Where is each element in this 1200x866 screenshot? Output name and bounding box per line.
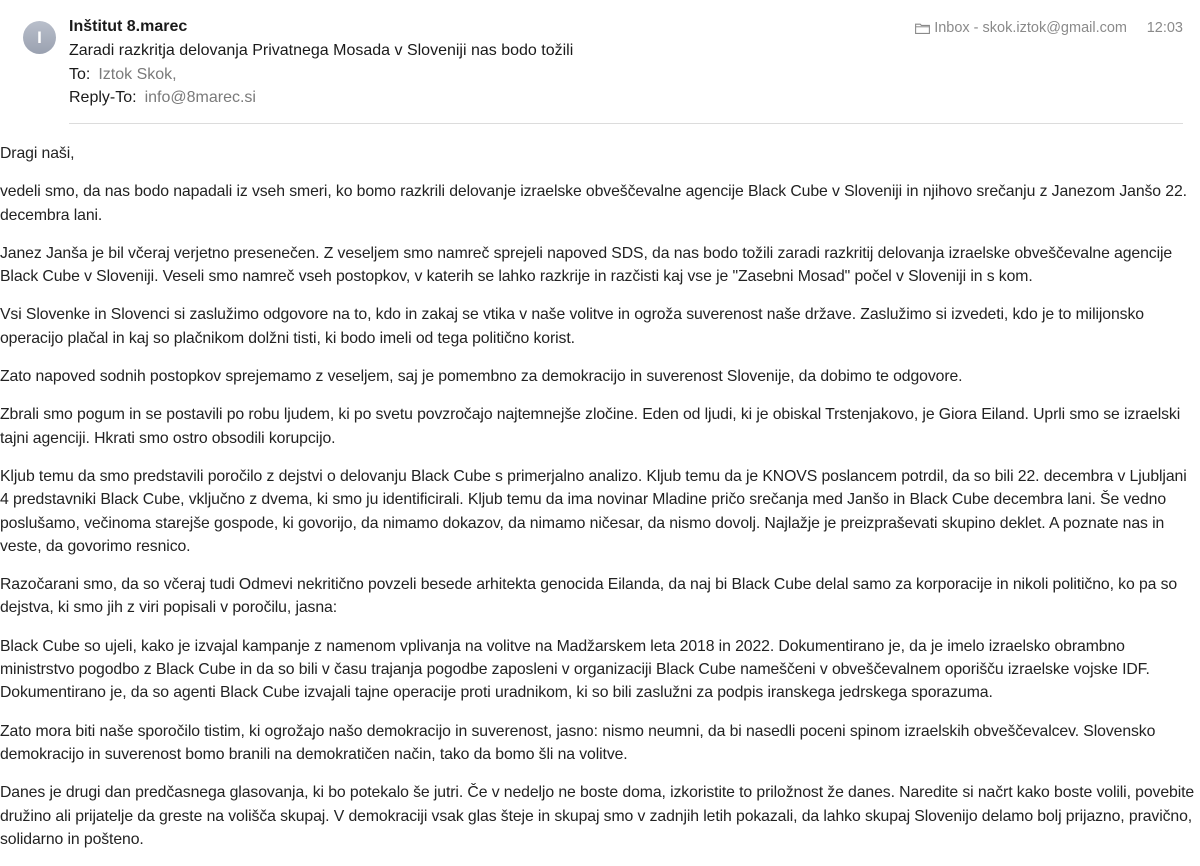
header-divider: [69, 123, 1183, 124]
body-paragraph: Zbrali smo pogum in se postavili po robu ljudem, ki po svetu povzročajo najtemnejše zločine. Eden od ljudi, ki je obiskal Trstenjakovo, je Giora Eiland. Uprli smo se izraelski tajni agenciji. Hkrati smo ostro obsodili korupcijo.: [0, 406, 1181, 447]
to-label: To:: [69, 66, 91, 83]
body-paragraph: Vsi Slovenke in Slovenci si zaslužimo odgovore na to, kdo in zakaj se vtika v naše volitve in ogroža suverenost naše države. Zaslužimo si izvedeti, kdo je to milijonsko operacijo plačal in kaj so plačnikom dolžni tisti, ki bodo imeli od tega politično korist.: [0, 306, 1144, 347]
message-time: 12:03: [1146, 20, 1183, 36]
body-paragraph: Razočarani smo, da so včeraj tudi Odmevi nekritično povzeli besede arhitekta genocida Eilanda, da naj bi Black Cube delal samo za korporacije in nikoli politično, ko pa so dejstva, ki smo jih z viri popisali v poročilu, jasna:: [0, 576, 1178, 617]
folder-icon: [915, 23, 930, 34]
body-paragraph: Janez Janša je bil včeraj verjetno presenečen. Z veseljem smo namreč sprejeli napoved SDS, da nas bodo tožili zaradi razkritij delovanja izraelske obveščevalne agencije Black Cube v Sloveniji. Veseli smo namreč vseh postopkov, v katerih se lahko razkrije in razčisti kaj vse je "Zasebni Mosad" počel v Sloveniji in s kom.: [0, 244, 1173, 286]
message-header: [0, 0, 1200, 124]
body-paragraph: Dragi naši,: [0, 145, 75, 162]
sender-name[interactable]: Inštitut 8.marec: [69, 18, 188, 35]
body-paragraph: Zato napoved sodnih postopkov sprejemamo z veseljem, saj je pomembno za demokracijo in suverenost Slovenije, da dobimo te odgovore.: [0, 368, 963, 386]
body-paragraph: Zato mora biti naše sporočilo tistim, ki ogrožajo našo demokracijo in suverenost, jasno: nismo neumni, da bi nasedli poceni spinom izraelskih obveščevalcev. Slovensko demokracijo in suverenost bomo branili na demokratičen način, tako da bomo šli na volitve.: [0, 722, 1156, 763]
sender-avatar[interactable]: I: [23, 21, 56, 54]
body-paragraph: Kljub temu da smo predstavili poročilo z dejstvi o delovanju Black Cube s primerjalno analizo. Kljub temu da je KNOVS poslancem potrdil, da so bili 22. decembra v Ljubljani 4 predstavniki Black Cube, vključno z dvema, ki smo ju identificirali. Kljub temu da ima novinar Mladine pričo srečanja med Janšo in Black Cube decembra lani. Še vedno poslušamo, večinoma starejše gospode, ki govorijo, da nimamo dokazov, da nimamo ničesar, da nismo dovolj. Najlažje je preizpraševati skupino deklet. A poznate nas in veste, da govorimo resnico.: [0, 467, 1187, 555]
reply-to-label: Reply-To:: [69, 89, 137, 106]
to-recipient[interactable]: Iztok Skok,: [98, 66, 177, 83]
to-row: [69, 66, 177, 84]
mailbox-location[interactable]: [915, 20, 1127, 36]
message-body: [0, 142, 1198, 866]
body-paragraph: Danes je drugi dan predčasnega glasovanja, ki bo potekalo še jutri. Če v nedeljo ne boste doma, izkoristite to priložnost že danes. Naredite si načrt kako boste volili, povebite družino ali prijatelje da greste na volišča skupaj. V demokraciji vsak glas šteje in skupaj smo v zadnjih letih pokazali, da lahko skupaj Slovenijo delamo bolj prijazno, pravično, solidarno in pošteno.: [0, 784, 1195, 848]
body-paragraph: vedeli smo, da nas bodo napadali iz vseh smeri, ko bomo razkrili delovanje izraelske obveščevalne agencije Black Cube v Sloveniji in njihovo srečanju z Janezom Janšo 22. decembra lani.: [0, 183, 1187, 224]
reply-to-address[interactable]: info@8marec.si: [144, 89, 256, 106]
reply-to-row: [69, 89, 256, 107]
mailbox-label: Inbox - skok.iztok@gmail.com: [934, 20, 1127, 36]
message-subject: Zaradi razkritja delovanja Privatnega Mosada v Sloveniji nas bodo tožili: [69, 42, 574, 59]
body-paragraph: Black Cube so ujeli, kako je izvajal kampanje z namenom vplivanja na volitve na Madžarskem leta 2018 in 2022. Dokumentirano je, da je imelo izraelsko obrambno ministrstvo pogodbo z Black Cube in da so bili v času trajanja pogodbe zaposleni v organizaciji Black Cube nameščeni v obveščevalnem oporišču izraelske vojske IDF. Dokumentirano je, da so agenti Black Cube izvajali tajne operacije proti uradnikom, ki so bili zaslužni za podpis iranskega jedrskega sporazuma.: [0, 637, 1150, 702]
